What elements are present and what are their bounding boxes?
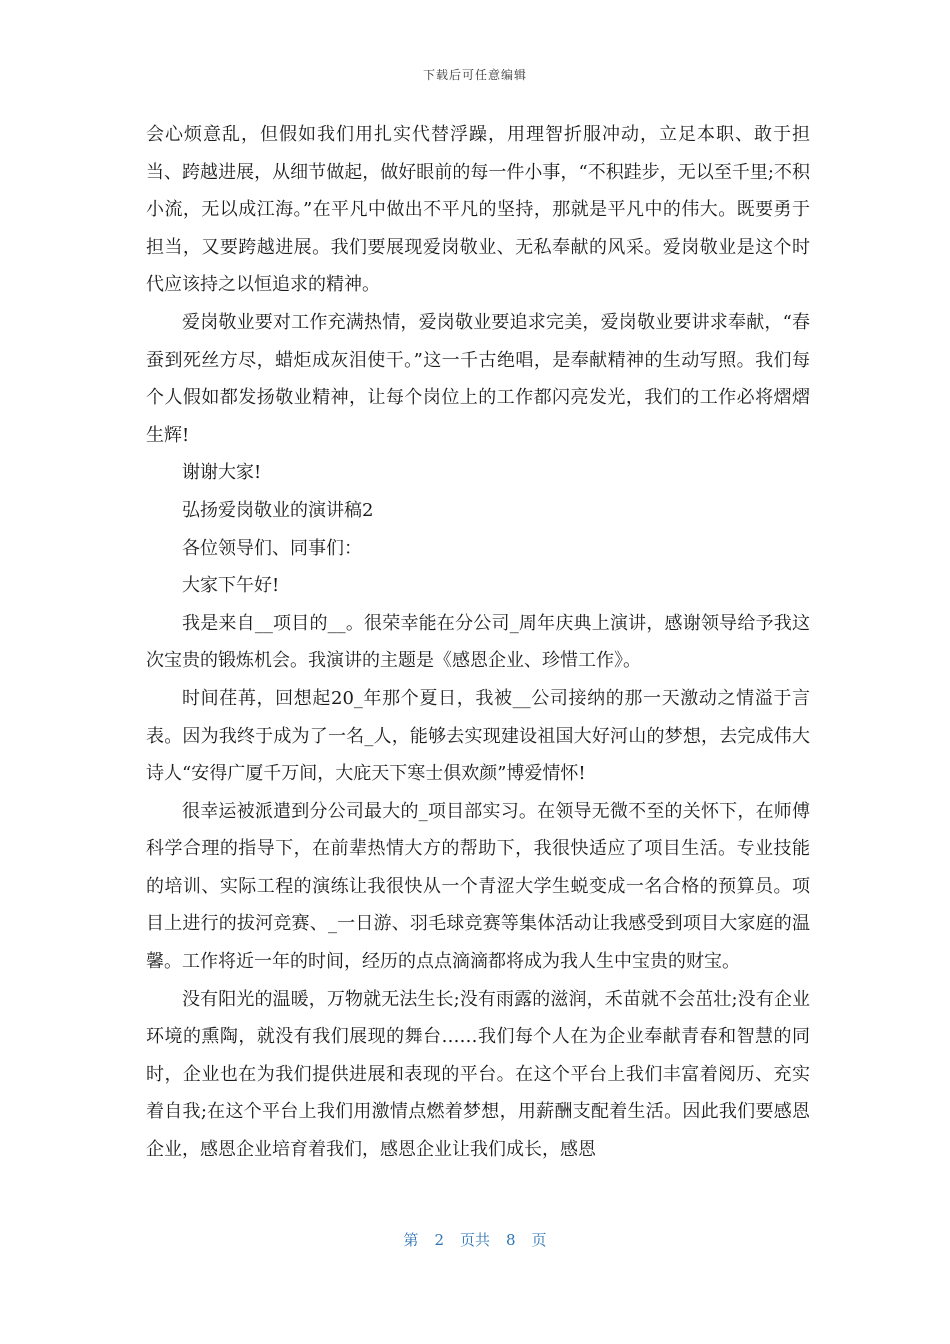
salutation: 各位领导们、同事们：: [182, 537, 362, 559]
section-heading: 弘扬爱岗敬业的演讲稿2: [182, 499, 374, 521]
paragraph: 谢谢大家!: [182, 462, 262, 484]
footer-label-ye-gong: 页共: [459, 1231, 490, 1249]
footer-label-ye: 页: [531, 1231, 547, 1249]
paragraph: 很幸运被派遣到分公司最大的_项目部实习。在领导无微不至的关怀下，在师傅科学合理的指导下，在前辈热情大方的帮助下，我很快适应了项目生活。专业技能的培训、实际工程的演练让我很快从一个青涩大学生蜕变成一名合格的预算员。项目上进行的拔河竞赛、_一日游、羽毛球竞赛等集体活动让我感受到项目大家庭的温馨。工作将近一年的时间，经历的点点滴滴都将成为我人生中宝贵的财宝。: [146, 800, 810, 973]
total-page-count: 8: [506, 1231, 516, 1249]
page-footer: [0, 1229, 950, 1250]
paragraph: 爱岗敬业要对工作充满热情，爱岗敬业要追求完美，爱岗敬业要讲求奉献，“春蚕到死丝方尽，蜡炬成灰泪使干。”这一千古绝唱，是奉献精神的生动写照。我们每个人假如都发扬敬业精神，让每个岗位上的工作都闪亮发光，我们的工作必将熠熠生辉!: [146, 311, 810, 446]
current-page-number: 2: [434, 1231, 444, 1249]
greeting: 大家下午好!: [182, 575, 280, 597]
document-body: [146, 116, 810, 1169]
page-header: 下载后可任意编辑: [422, 68, 527, 82]
paragraph: 会心烦意乱，但假如我们用扎实代替浮躁，用理智折服冲动，立足本职、敢于担当、跨越进展，从细节做起，做好眼前的每一件小事，“不积跬步，无以至千里;不积小流，无以成江海。”在平凡中做出不平凡的坚持，那就是平凡中的伟大。既要勇于担当，又要跨越进展。我们要展现爱岗敬业、无私奉献的风采。爱岗敬业是这个时代应该持之以恒追求的精神。: [146, 124, 810, 296]
paragraph: 没有阳光的温暖，万物就无法生长;没有雨露的滋润，禾苗就不会茁壮;没有企业环境的熏陶，就没有我们展现的舞台……我们每个人在为企业奉献青春和智慧的同时，企业也在为我们提供进展和表现的平台。在这个平台上我们丰富着阅历、充实着自我;在这个平台上我们用激情点燃着梦想，用薪酬支配着生活。因此我们要感恩企业，感恩企业培育着我们，感恩企业让我们成长，感恩: [146, 988, 810, 1161]
footer-label-di: 第: [403, 1231, 419, 1249]
paragraph: 我是来自__项目的__。很荣幸能在分公司_周年庆典上演讲，感谢领导给予我这次宝贵的锻炼机会。我演讲的主题是《感恩企业、珍惜工作》。: [146, 612, 810, 672]
paragraph: 时间荏苒，回想起20_年那个夏日，我被__公司接纳的那一天激动之情溢于言表。因为我终于成为了一名_人，能够去实现建设祖国大好河山的梦想，去完成伟大诗人“安得广厦千万间，大庇天下寒士俱欢颜”博爱情怀!: [146, 687, 810, 785]
